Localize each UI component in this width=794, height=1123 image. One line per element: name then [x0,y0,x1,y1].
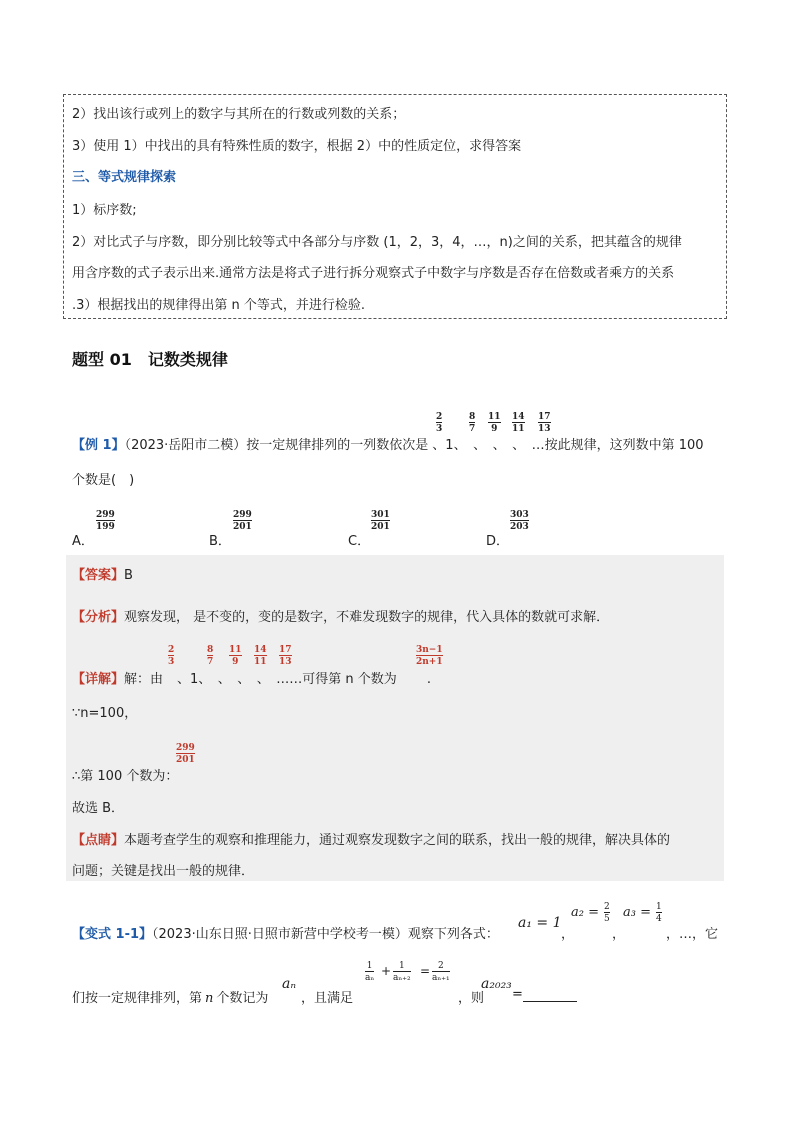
comment-line-1 [72,829,670,848]
result-fraction: 299 201 [176,743,195,765]
variant-line-2 [72,987,268,1006]
box-line-1: 2）找出该行或列上的数字与其所在的行数或列数的关系； [72,107,406,122]
example-text: （2023·岳阳市二模）按一定规律排列的一列数依次是 [124,438,429,453]
detail-fraction-1: 2 3 [168,645,175,667]
analysis-tag: 【分析】 [72,610,125,625]
box-line-2: 3）使用 1）中找出的具有特殊性质的数字，根据 2）中的性质定位，求得答案 [72,139,522,154]
comment-line-2: 问题；关键是找出一般的规律． [72,864,255,879]
variant-n: n [205,991,214,1006]
detail-line [72,668,431,687]
eq-plus: + [381,964,392,978]
a3-lhs: a₃ = [623,905,651,920]
eq-fraction-2: 1 aₙ₊₂ [393,961,411,983]
eq-fraction-1: 1 aₙ [365,961,375,983]
variant-label: 【变式 1-1】 [72,927,153,942]
answer-tag: 【答案】 [72,568,125,583]
blank-line [523,989,577,1002]
option-a-fraction: 299 199 [96,510,115,532]
comment-tag: 【点睛】 [72,833,125,848]
eq-equals: = [420,964,431,978]
general-term-fraction: 3n−1 2n+1 [416,645,443,667]
example-fraction-4: 14 11 [512,412,525,434]
detail-fraction-3: 11 9 [229,645,242,667]
target-term: a₂₀₂₃ [481,976,512,992]
detail-tag: 【详解】 [72,672,125,687]
variant-text-2c: ，且满足 [301,991,354,1006]
given-line: ∵n=100， [72,706,138,721]
eq-fraction-3: 2 aₙ₊₁ [432,961,450,983]
example-question-line-1 [72,434,704,453]
variant-line-1 [72,923,499,942]
a1-expression: a₁ = 1 [518,915,562,931]
detail-end: . [426,672,431,687]
variant-text-2b: 个数记为 [216,991,269,1006]
variant-text-2a: 们按一定规律排列，第 [72,991,203,1006]
section-title: 题型 01 记数类规律 [72,350,228,369]
choose-line: 故选 B． [72,801,125,816]
a2-lhs: a₂ = [571,905,599,920]
an-symbol: aₙ [282,976,297,992]
example-fraction-3: 11 9 [488,412,501,434]
example-question-line-2: 个数是( ) [72,473,135,488]
detail-sequence: 、1、 、 、 、 ……可得第 n 个数为 [177,672,397,687]
example-fraction-5: 17 13 [538,412,551,434]
option-c-label[interactable]: C． [348,534,371,549]
detail-text: 解：由 [124,672,164,687]
option-d-fraction: 303 203 [510,510,529,532]
box-line-4: 2）对比式子与序数，即分别比较等式中各部分与序数 (1，2，3，4，…，n)之间的关系，把其蕴含的规律 [72,235,682,250]
option-d-label[interactable]: D． [486,534,510,549]
variant-tail: ，…，它 [666,927,719,942]
box-line-5: 用含序数的式子表示出来.通常方法是将式子进行拆分观察式子中数字与序数是否存在倍数或者乘方的关系 [72,266,675,281]
comma-1: ， [561,927,575,942]
box-line-3: 1）标序数; [72,203,137,218]
detail-fraction-5: 17 13 [279,645,292,667]
a3-fraction: 1 4 [656,902,662,924]
equals-sign: = [512,987,523,1002]
option-c-fraction: 301 201 [371,510,390,532]
example-sequence: 、1、 、 、 、 …按此规律，这列数中第 100 [432,438,704,453]
variant-text: （2023·山东日照·日照市新营中学校考一模）观察下列各式： [152,927,499,942]
option-b-label[interactable]: B． [209,534,231,549]
detail-fraction-2: 8 7 [207,645,214,667]
variant-text-2d: ，则 [458,991,485,1006]
a2-fraction: 2 5 [604,902,610,924]
example-fraction-1: 2 3 [436,412,443,434]
example-fraction-2: 8 7 [469,412,476,434]
box-heading: 三、等式规律探索 [72,170,177,185]
analysis-text: 观察发现， 是不变的，变的是数字，不难发现数字的规律，代入具体的数就可求解． [124,610,610,625]
example-label: 【例 1】 [72,438,125,453]
comma-2: ， [612,927,626,942]
result-line: ∴第 100 个数为： [72,769,179,784]
method-summary-box [63,94,727,319]
detail-fraction-4: 14 11 [254,645,267,667]
answer-blank[interactable] [512,987,577,1002]
analysis-line [72,606,609,625]
comment-text-1: 本题考查学生的观察和推理能力，通过观察发现数字之间的联系，找出一般的规律，解决具体的 [124,833,671,848]
answer-line [72,564,133,583]
box-line-6: .3）根据找出的规律得出第 n 个等式，并进行检验. [72,298,366,313]
answer-value: B [124,568,133,583]
option-a-label[interactable]: A． [72,534,94,549]
option-b-fraction: 299 201 [233,510,252,532]
